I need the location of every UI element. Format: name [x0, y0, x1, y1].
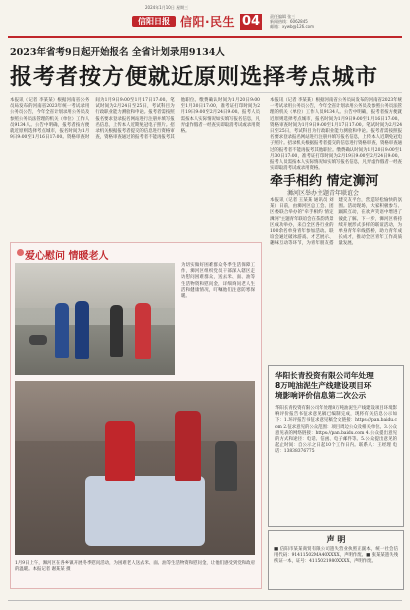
- statement-box: [268, 530, 404, 590]
- section-name: 信阳·民生: [180, 15, 236, 29]
- notice-title-line1: 华阳长青投资有限公司年处理: [275, 371, 374, 380]
- photo-story-body: 为切实做好困难群众冬季生活保障工作，浉河区组织党员干部深入辖区走访慰问困难群众，送去米、面、油等生活物资和慰问金，详细询问老人生活和健康情况，叮嘱他们注意防寒保暖。: [181, 263, 255, 300]
- date-line: 2024年1月10日 星期三: [145, 5, 189, 10]
- paper-logo: 信阳日报: [132, 16, 176, 27]
- lead-kicker: 2023年省考9日起开始报名 全省计划录用9134人: [10, 47, 225, 58]
- photo-wall: [15, 263, 175, 308]
- person-volunteer-1: [105, 421, 135, 481]
- photo-visit-2: [15, 381, 255, 555]
- notice-title-line3: 境影响评价信息第二次公示: [275, 391, 367, 400]
- person-official-1: [55, 303, 69, 358]
- lead-continued-text: 本报讯（记者 李某某）根据河南省公务员局发布的河南省2023年统一考试录用公务员公告，今年全省计划录用公务员及参照公务员法管理的机关（单位）工作人员9134人。公告中明确，报考者按方便就近原则选择考点城市，报名时间为1月9日9:00至1月16日17:00。资格审查时间为1月9日9:00至1月17日17:00。笔试时间为2月24日至25日，考试科目为行政职业能力测验和申论。报考者需按照报名要求登录报名网站进行注册并填写报名信息，上传本人近期免冠电子照片。招录机关根据报考者提交的信息进行资格审查，资格审查通过的报考者不能再报考其他职位。缴费确认时间为1月20日9:00至1月30日17:00，准考证打印时间为2月19日9:00至2月24日9:00。报考人员需按本人实际情况如实填写报名信息，凡弄虚作假者一经查实即取消考试或录用资格。: [270, 98, 402, 172]
- lead-body: 本报讯（记者 李某某）根据河南省公务员局发布的河南省2023年统一考试录用公务员公告，今年全省计划录用公务员及参照公务员法管理的机关（单位）工作人员9134人。公告中明确，报考者按方便就近原则选择考点城市，报名时间为1月9日9:00至1月16日17:00。资格审查时间为1月9日9:00至1月17日17:00。笔试时间为2月24日至25日，考试科目为行政职业能力测验和申论。报考者需按照报名要求登录报名网站进行注册并填写报名信息，上传本人近期免冠电子照片。招录机关根据报考者提交的信息进行资格审查，资格审查通过的报考者不能再报考其他职位。缴费确认时间为1月20日9:00至1月30日17:00，准考证打印时间为2月19日9:00至2月24日9:00。报考人员需按本人实际情况如实填写报名信息，凡弄虚作假者一经查实即取消考试或录用资格。: [10, 98, 260, 141]
- person-elderly-2: [215, 441, 237, 491]
- photo-story-title: 爱心慰问 情暖老人: [25, 251, 109, 262]
- photo-caption: 1月9日上午，浉河区在各乡镇开展冬季慰问活动，为困难老人送去米、面、油等生活物资和慰问金，让他们感受到党和政府的温暖。本报记者 谢某某 摄: [15, 561, 255, 573]
- public-notice-box: [268, 365, 404, 527]
- lead-rule: [10, 92, 402, 93]
- lead-headline: 报考者按方便就近原则选择考点城市: [10, 64, 379, 90]
- photo-ground: [15, 325, 175, 375]
- page-number: 04: [241, 14, 261, 29]
- statement-body: ■ 信阳市某某商贸有限公司遗失营业执照正副本，统一社会信用代码：91411502MA40XXXX，声明作废。■ 张某某遗失残疾证一本，证号：4115021980XXXX，声明作废。: [274, 547, 398, 565]
- notice-title-line2: 8万吨油泥生产线建设项目环: [275, 381, 372, 390]
- quilt-bedding: [85, 476, 205, 546]
- photo-visit-1: [15, 263, 175, 375]
- person-volunteer-2: [175, 411, 201, 481]
- heart-icon: [17, 249, 24, 256]
- lead-body-columns: [10, 98, 260, 240]
- editor-contact: [270, 14, 400, 29]
- notice-title: [275, 371, 399, 401]
- person-official-2: [75, 301, 89, 359]
- right-article-columns: [270, 198, 402, 360]
- footer-rule: [8, 600, 402, 601]
- person-resident: [110, 305, 123, 357]
- right-article-headline: 牵手相约 情定浉河: [270, 174, 379, 189]
- statement-title: 声 明: [326, 535, 346, 544]
- photo-room-wall: [15, 381, 255, 441]
- dog-figure: [29, 335, 47, 345]
- right-article-subhead: 浉河区举办主题青年联谊会: [287, 190, 360, 197]
- editor-name: 责任编辑 张三: [270, 14, 296, 19]
- lead-continued: [270, 98, 402, 172]
- contact-email: 邮箱：xywb@126.com: [270, 24, 314, 29]
- notice-body: 华阳长青投资有限公司年处理8万吨油泥生产线建设项目环境影响评价报告书征求意见稿已编制完成，现将有关信息公示如下：1.环评报告书征求意见稿全文链接：https://pan.baidu.com 2.征求意见的公众范围：项目周边公众及相关单位。3.公众意见表的网络链接：https://pan.baidu.com 4.公众提出意见的方式和途径：电话、信函、电子邮件等。5.公众提出意见的起止时间：自公示之日起10个工作日内。联系人：王经理 电话：13838376775: [275, 406, 397, 455]
- news-hotline: 新闻热线：6062845: [270, 19, 308, 24]
- photo-story-box: [10, 242, 262, 589]
- right-article-body: 本报讯（记者 王某某 通讯员 刘某）日前，由浉河区总工会、团区委联合举办的"牵手相约 情定浉河"主题青年联谊会在茶韵湾景区成功举办，来自全区各行业的100余名单身青年参加活动。联谊会通过破冰游戏、才艺展示、趣味互动等环节，为青年朋友搭建交友平台，营造轻松愉快的氛围。活动现场，大家积极参与、踊跃互动，在欢声笑语中增进了彼此了解。下一步，浉河区将持续开展形式多样的联谊活动，为单身青年牵线搭桥，助力青年成长成才，推动全区青年工作高质量发展。: [270, 198, 402, 247]
- masthead-rule: [8, 36, 402, 38]
- person-elderly: [135, 303, 151, 359]
